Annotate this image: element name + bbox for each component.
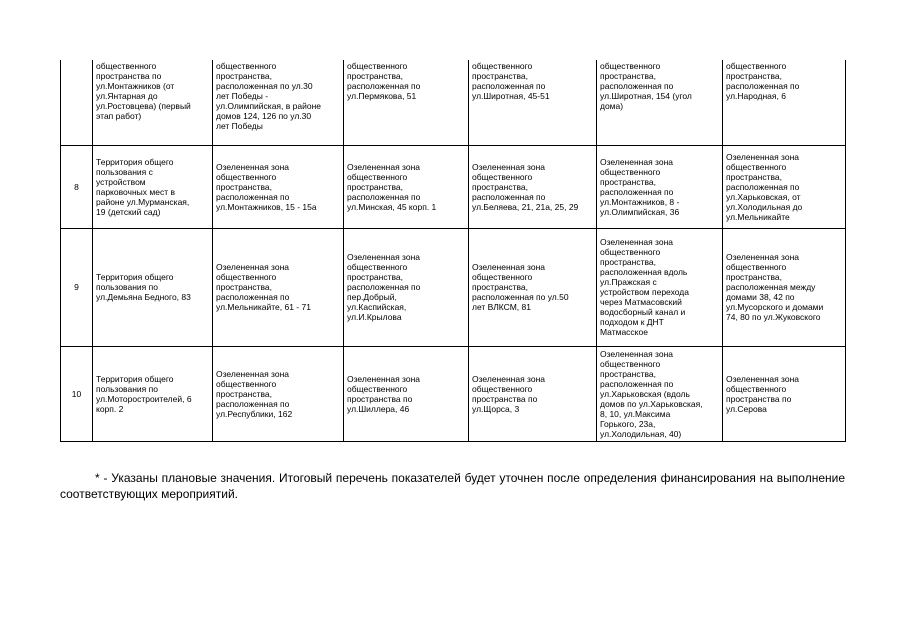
- table-cell: общественного пространства, расположенная по ул.Народная, 6: [723, 60, 846, 145]
- table-cell: Территория общего пользования по ул.Моторостроителей, 6 корп. 2: [93, 346, 213, 441]
- table-cell: Озелененная зона общественного пространства, расположенная по ул.Минская, 45 корп. 1: [344, 145, 469, 228]
- table-cell: Озелененная зона общественного пространства по ул.Серова: [723, 346, 846, 441]
- row-number: 10: [61, 346, 93, 441]
- table-cell: Озелененная зона общественного пространства, расположенная по ул.Харьковская (вдоль домов по ул.Харьковская, 8, 10, ул.Максима Горького, 23а, ул.Холодильная, 40): [597, 346, 723, 441]
- table-cell: Территория общего пользования с устройством парковочных мест в районе ул.Мурманская, 19 (детский сад): [93, 145, 213, 228]
- table-cell: Озелененная зона общественного пространства, расположенная по ул.Монтажников, 15 - 15а: [213, 145, 344, 228]
- row-number: 8: [61, 145, 93, 228]
- table-cell: Озелененная зона общественного пространства, расположенная по ул.Мельникайте, 61 - 71: [213, 228, 344, 346]
- table-cell: общественного пространства по ул.Монтажников (от ул.Янтарная до ул.Ростовцева) (первый этап работ): [93, 60, 213, 145]
- table-cell: Территория общего пользования по ул.Демьяна Бедного, 83: [93, 228, 213, 346]
- table-cell: Озелененная зона общественного пространства по ул.Шиллера, 46: [344, 346, 469, 441]
- table-cell: Озелененная зона общественного пространства, расположенная по ул.Харьковская, от ул.Холодильная до ул.Мельникайте: [723, 145, 846, 228]
- table-cell: общественного пространства, расположенная по ул.Широтная, 154 (угол дома): [597, 60, 723, 145]
- footnote: * - Указаны плановые значения. Итоговый перечень показателей будет уточнен после определения финансирования на выполнение соответствующих мероприятий.: [60, 471, 845, 501]
- table-cell: Озелененная зона общественного пространства, расположенная вдоль ул.Пражская с устройством перехода через Матмасовский водосборный канал и подходом к ДНТ Матмасское: [597, 228, 723, 346]
- table-cell: Озелененная зона общественного пространства, расположенная по ул.Беляева, 21, 21а, 25, 29: [469, 145, 597, 228]
- data-table: [60, 60, 846, 442]
- table-cell: Озелененная зона общественного пространства, расположенная по ул.Республики, 162: [213, 346, 344, 441]
- table-row: [61, 346, 846, 441]
- table-cell: Озелененная зона общественного пространства, расположенная по ул.Монтажников, 8 - ул.Олимпийская, 36: [597, 145, 723, 228]
- table-cell: Озелененная зона общественного пространства, расположенная между домами 38, 42 по ул.Мусорского и домами 74, 80 по ул.Жуковского: [723, 228, 846, 346]
- table-row: [61, 60, 846, 145]
- table-cell: общественного пространства, расположенная по ул.Пермякова, 51: [344, 60, 469, 145]
- table-cell: Озелененная зона общественного пространства по ул.Щорса, 3: [469, 346, 597, 441]
- row-number: [61, 60, 93, 145]
- table-cell: Озелененная зона общественного пространства, расположенная по ул.50 лет ВЛКСМ, 81: [469, 228, 597, 346]
- table-row: [61, 145, 846, 228]
- table-cell: Озелененная зона общественного пространства, расположенная по пер.Добрый, ул.Каспийская, ул.И.Крылова: [344, 228, 469, 346]
- row-number: 9: [61, 228, 93, 346]
- table-row: [61, 228, 846, 346]
- table-cell: общественного пространства, расположенная по ул.30 лет Победы - ул.Олимпийская, в районе домов 124, 126 по ул.30 лет Победы: [213, 60, 344, 145]
- table-cell: общественного пространства, расположенная по ул.Широтная, 45-51: [469, 60, 597, 145]
